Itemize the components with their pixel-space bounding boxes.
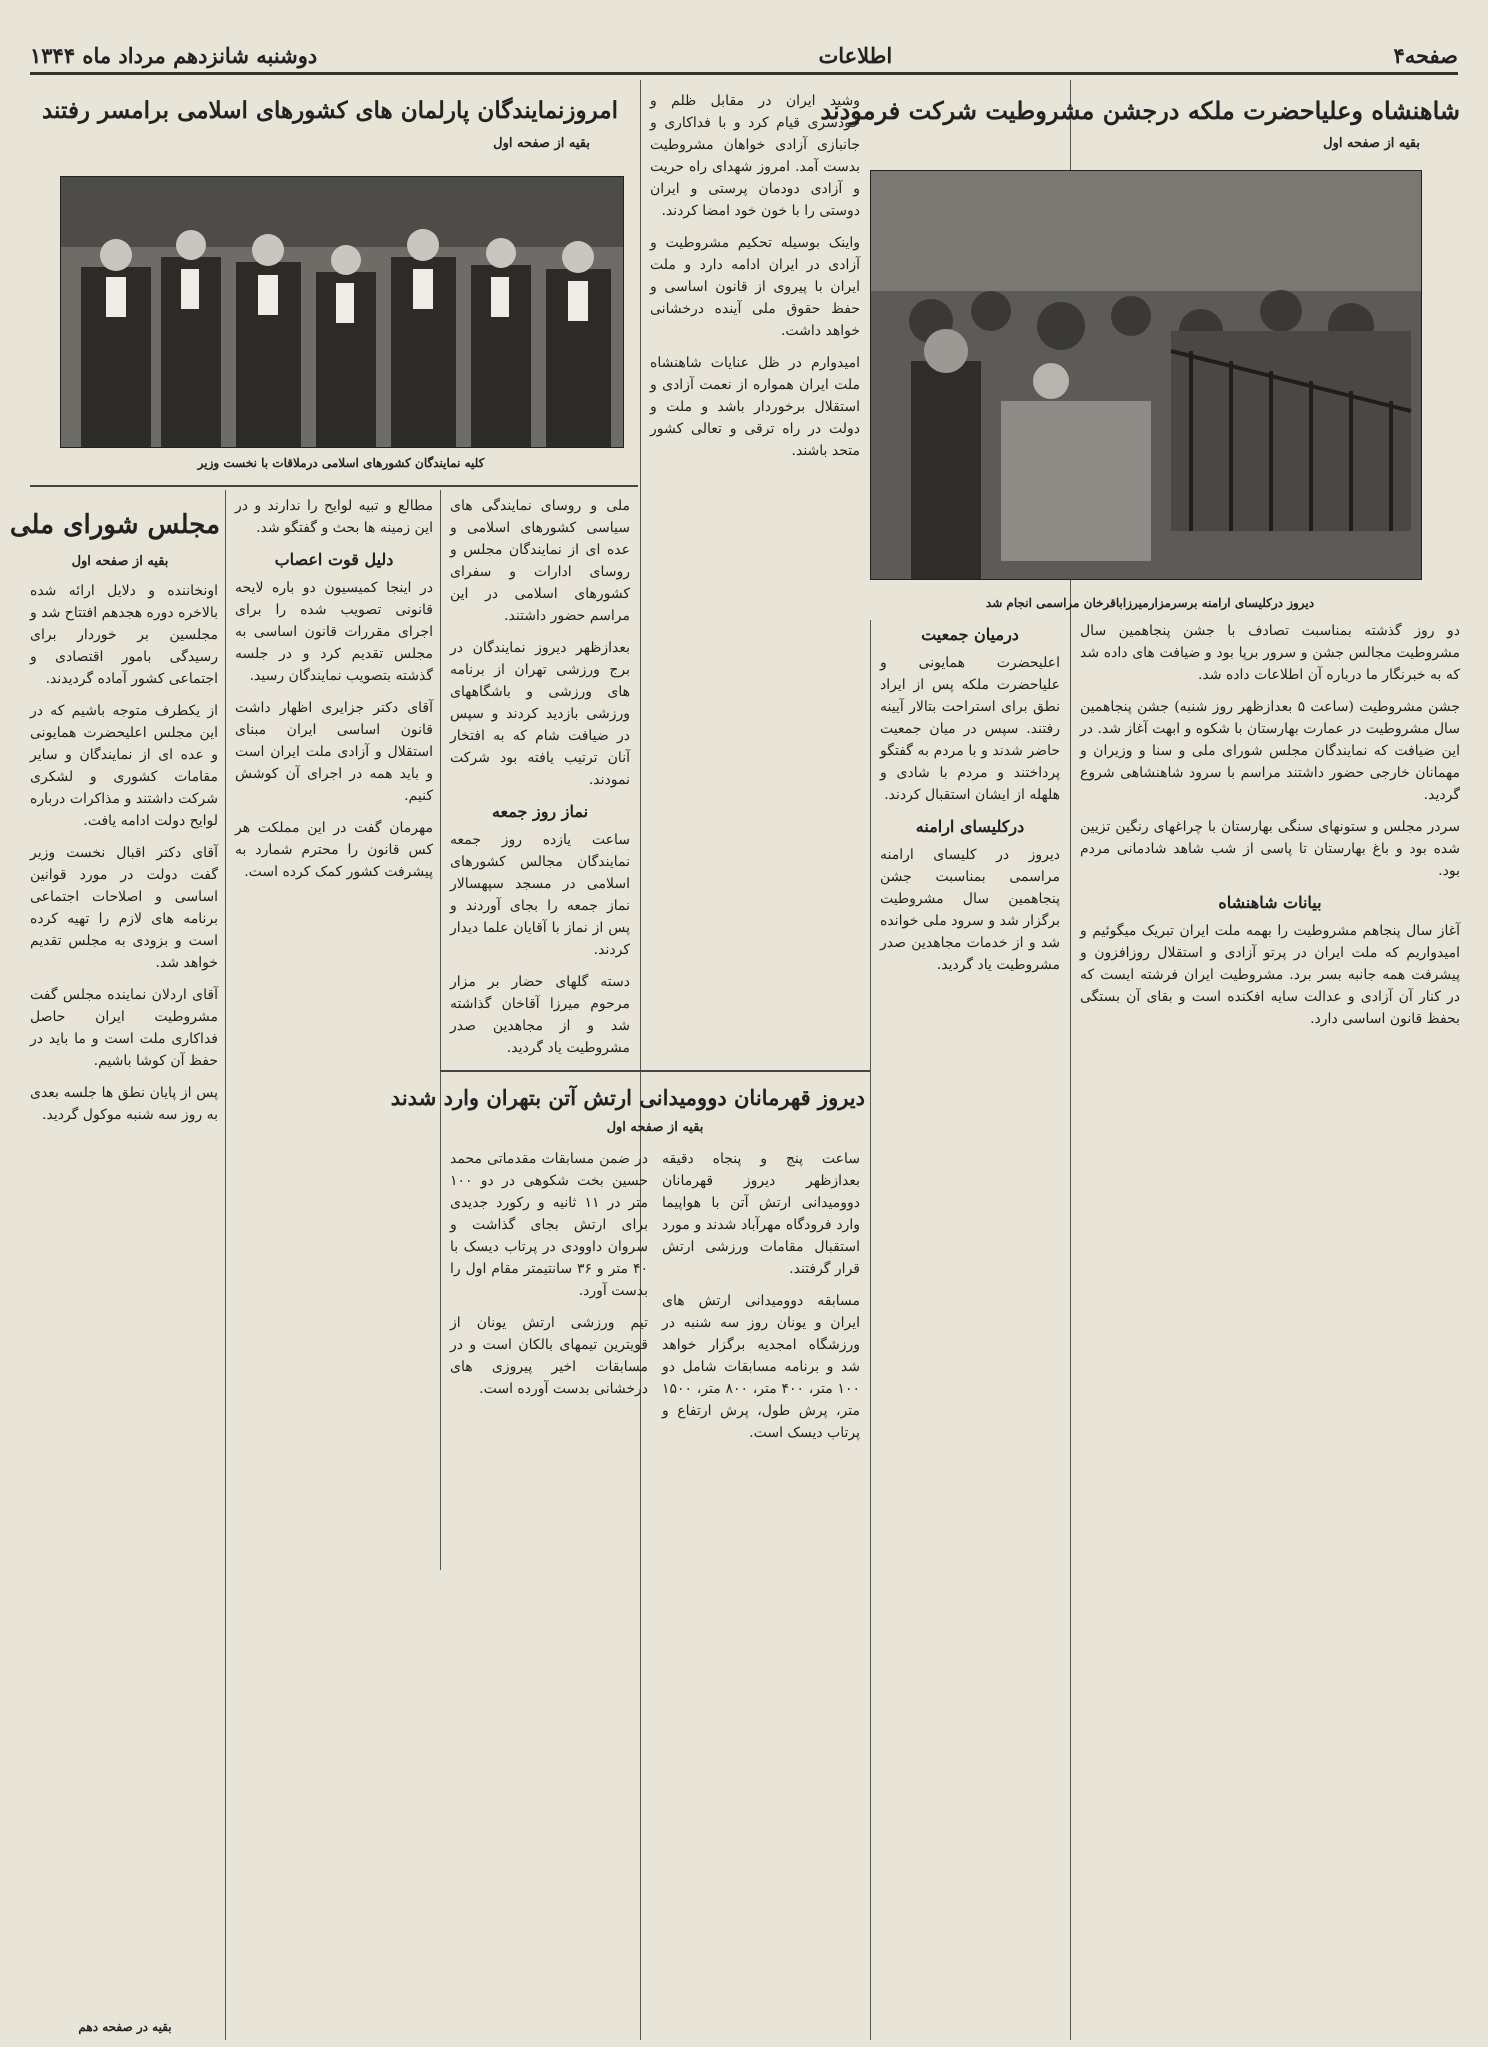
paragraph: وشید ایران در مقابل ظلم و خودسری قیام کرد و با فداکاری و جانبازی آزادی خواهان مشروطیت بدست آمد. امروز شهدای راه حریت و آزادی دودمان پرستی و ایران دوستی را با خون خود امضا کردند. (650, 93, 860, 219)
paragraph: اعلیحضرت همایونی و علیاحضرت ملکه پس از ایراد نطق برای استراحت بتالار آیینه رفتند. سپس در میان جمعیت حاضر شدند و با مردم به گفتگو پرداختند و مردم با شادی و هلهله از ایشان استقبال کردند. (880, 655, 1060, 803)
headline-majlis: مجلس شورای ملی (9, 510, 220, 540)
column-rule (440, 490, 441, 1570)
paragraph: مطالع و تبیه لوایح را ندارند و در این زمینه ها بحث و گفتگو شد. (235, 498, 433, 536)
paragraph: سردر مجلس و ستونهای سنگی بهارستان با چراغهای رنگین تزیین شده بود و باغ بهارستان تا پاسی از شب شاهد شادمانی مردم بود. (1080, 819, 1460, 879)
story-islamic-body (450, 495, 630, 1060)
issue-date: دوشنبه شانزدهم مرداد ماه ۱۳۴۴ (30, 42, 318, 68)
story-athletes-body (450, 1148, 860, 2028)
paragraph: تیم ورزشی ارتش یونان از قویترین تیمهای بالکان است و در مسابقات اخیر پیروزی های درخشانی بدست آورده است. (450, 1315, 648, 1397)
paragraph: امیدوارم در ظل عنایات شاهنشاه ملت ایران همواره از نعمت آزادی و استقلال برخوردار باشد و ملت و دولت در راه ترقی و تعالی کشور متحد باشند. (650, 355, 860, 459)
continued-label: بقیه از صفحه اول (606, 1120, 704, 1135)
story-middle-body (235, 495, 433, 2025)
paragraph: آقای دکتر جزایری اظهار داشت قانون اساسی ایران مبنای استقلال و آزادی ملت ایران است و باید همه در اجرای آن کوشش کنیم. (235, 700, 433, 804)
continued-footer: بقیه در صفحه دهم (78, 2020, 172, 2034)
paragraph: دسته گلهای حضار بر مزار مرحوم میرزا آقاخان گذاشته شد و از مجاهدین صدر مشروطیت یاد گردید. (450, 974, 630, 1056)
photo-delegates (60, 176, 624, 448)
page-number: صفحه۴ (1393, 42, 1458, 68)
paragraph: ملی و روسای نمایندگی های سیاسی کشورهای اسلامی و عده ای از نمایندگان مجلس و روسای ادارات و سفرای کشورهای اسلامی در این مراسم حضور داشتند. (450, 498, 630, 624)
section-rule (440, 1070, 870, 1072)
photo-caption-delegates: کلیه نمایندگان کشورهای اسلامی درملاقات با نخست وزیر (197, 456, 485, 470)
paragraph: بعدازظهر دیروز نمایندگان در برج ورزشی تهران از برنامه های ورزشی و باشگاههای ورزشی بازدید کردند و سپس در ضیافت شام که به افتخار آنان ترتیب یافته بود شرکت نمودند. (450, 640, 630, 788)
paragraph: از یکطرف متوجه باشیم که در این مجلس اعلیحضرت همایونی و عده ای از نمایندگان و سایر مقامات کشوری و لشکری شرکت داشتند و مذاکرات درباره لوایح دولت ادامه یافت. (30, 703, 218, 829)
paragraph: آغاز سال پنجاهم مشروطیت را بهمه ملت ایران تبریک میگوئیم و امیدواریم که ملت ایران در پرتو آزادی و استقلال روزافزون و پیشرفت همه جانبه بسر برد. مشروطیت ایران فرشته ایست که در کنار آن آزادی و عدالت سایه افکنده است و بقای آن بستگی بحفظ قانون اساسی دارد. (1080, 923, 1460, 1027)
story-shah-body (1080, 620, 1460, 2040)
headline-athletes: دیروز قهرمانان دوومیدانی ارتش آتن بتهران وارد شدند (390, 1085, 865, 1110)
paragraph: در ضمن مسابقات مقدماتی محمد حسین بخت شکوهی در دو ۱۰۰ متر در ۱۱ ثانیه و رکورد جدیدی برای ارتش بجای گذاشت و سروان داوودی در پرتاب دیسک با ۴۰ متر و ۳۶ سانتیمتر مقام اول را بدست آورد. (450, 1151, 649, 1299)
column-rule (225, 490, 226, 2040)
paragraph: آقای اردلان نماینده مجلس گفت مشروطیت ایران حاصل فداکاری ملت است و ما باید در حفظ آن کوشا باشیم. (30, 987, 218, 1069)
paragraph: ساعت یازده روز جمعه نمایندگان مجالس کشورهای اسلامی در مسجد سپهسالار نماز جمعه را بجای آوردند و پس از نماز با آقایان علما دیدار کردند. (450, 832, 630, 958)
headline-islamic-parliaments: امروزنمایندگان پارلمان های کشورهای اسلامی برامسر رفتند (41, 97, 619, 124)
paragraph: اونخاننده و دلایل ارائه شده بالاخره دوره هجدهم افتتاح شد و مجلسین بر خوردار برای رسیدگی بامور اقتصادی و اجتماعی کشور آماده گردیدند. (30, 583, 218, 687)
photo-ceremony-image (871, 171, 1421, 579)
photo-ceremony (870, 170, 1422, 580)
paragraph: جشن مشروطیت (ساعت ۵ بعدازظهر روز شنبه) جشن پنجاهمین سال مشروطیت در عمارت بهارستان با شکوه و ابهت آغاز شد. در این ضیافت که نمایندگان مجلس شورای ملی و سنا و وزیران و مهمانان خارجی حضور داشتند مراسم با سرود شاهنشاهی شروع گردید. (1080, 699, 1460, 803)
story-center-top-cont (880, 620, 1060, 1060)
continued-label: بقیه از صفحه اول (493, 136, 590, 151)
paragraph: مهرمان گفت در این مملکت هر کس قانون را محترم شمارد به پیشرفت کشور کمک کرده است. (235, 820, 433, 880)
subhead-nerves: دلیل قوت اعصاب (274, 550, 394, 569)
continued-label: بقیه از صفحه اول (1323, 136, 1420, 151)
paragraph: دیروز در کلیسای ارامنه مراسمی بمناسبت جشن پنجاهمین سال مشروطیت برگزار شد و سرود ملی خوانده شد و از خدمات مجاهدین صدر مشروطیت یاد گردید. (880, 847, 1060, 973)
paragraph: دو روز گذشته بمناسبت تصادف با جشن پنجاهمین سال مشروطیت مجالس جشن و سرور برپا بود و ضیافت های داده شد که به خبرنگار ما درباره آن اطلاعات داده شد. (1080, 623, 1460, 683)
subhead-friday-prayer: نماز روز جمعه (491, 802, 589, 821)
paragraph: مسابقه دوومیدانی ارتش های ایران و یونان روز سه شنبه در ورزشگاه امجدیه برگزار خواهد شد و برنامه مسابقات شامل دو ۱۰۰ متر، ۴۰۰ متر، ۸۰۰ متر، ۱۵۰۰ متر، پرش طول، پرش ارتفاع و پرتاب دیسک است. (662, 1293, 860, 1441)
paragraph: واینک بوسیله تحکیم مشروطیت و آزادی در ایران ادامه دارد و ملت ایران با پیروی از قانون اساسی و حفظ حقوق ملی آینده درخشانی خواهد داشت. (650, 235, 860, 339)
subhead-armenian-church: درکلیسای ارامنه (915, 817, 1025, 836)
subhead-royal-speech: بیانات شاهنشاه (1218, 893, 1322, 912)
photo-delegates-image (61, 177, 623, 447)
masthead (30, 38, 1458, 75)
column-rule (870, 620, 871, 2040)
paragraph: آقای دکتر اقبال نخست وزیر گفت دولت در مورد قوانین اساسی و اصلاحات اجتماعی برنامه های لازم را تهیه کرده است و بزودی به مجلس تقدیم خواهد شد. (30, 845, 218, 971)
continued-label: بقیه از صفحه اول (71, 554, 169, 569)
section-rule (30, 485, 638, 487)
paragraph: در اینجا کمیسیون دو باره لایحه قانونی تصویب شده را برای اجرای مقررات قانون اساسی به مجلس تقدیم کرد و در جلسه گذشته بتصویب نمایندگان رسید. (235, 580, 433, 684)
story-majlis-body (30, 580, 218, 2020)
paragraph: پس از پایان نطق ها جلسه بعدی به روز سه شنبه موکول گردید. (30, 1085, 218, 1123)
photo-caption-ceremony: دیروز درکلیسای ارامنه برسرمزارمیرزاباقرخان مراسمی انجام شد (985, 596, 1315, 610)
subhead-among-crowd: درمیان جمعیت (921, 625, 1019, 644)
paper-name: اطلاعات (818, 42, 893, 68)
paragraph: ساعت پنج و پنجاه دقیقه بعدازظهر دیروز قهرمانان دوومیدانی ارتش آتن با هواپیما وارد فرودگاه مهرآباد شدند و مورد استقبال مقامات ورزشی ارتش قرار گرفتند. (662, 1151, 860, 1277)
story-center-top (650, 90, 860, 610)
headline-shah: شاهنشاه وعلیاحضرت ملکه درجشن مشروطیت شرکت فرمودند (820, 96, 1460, 125)
